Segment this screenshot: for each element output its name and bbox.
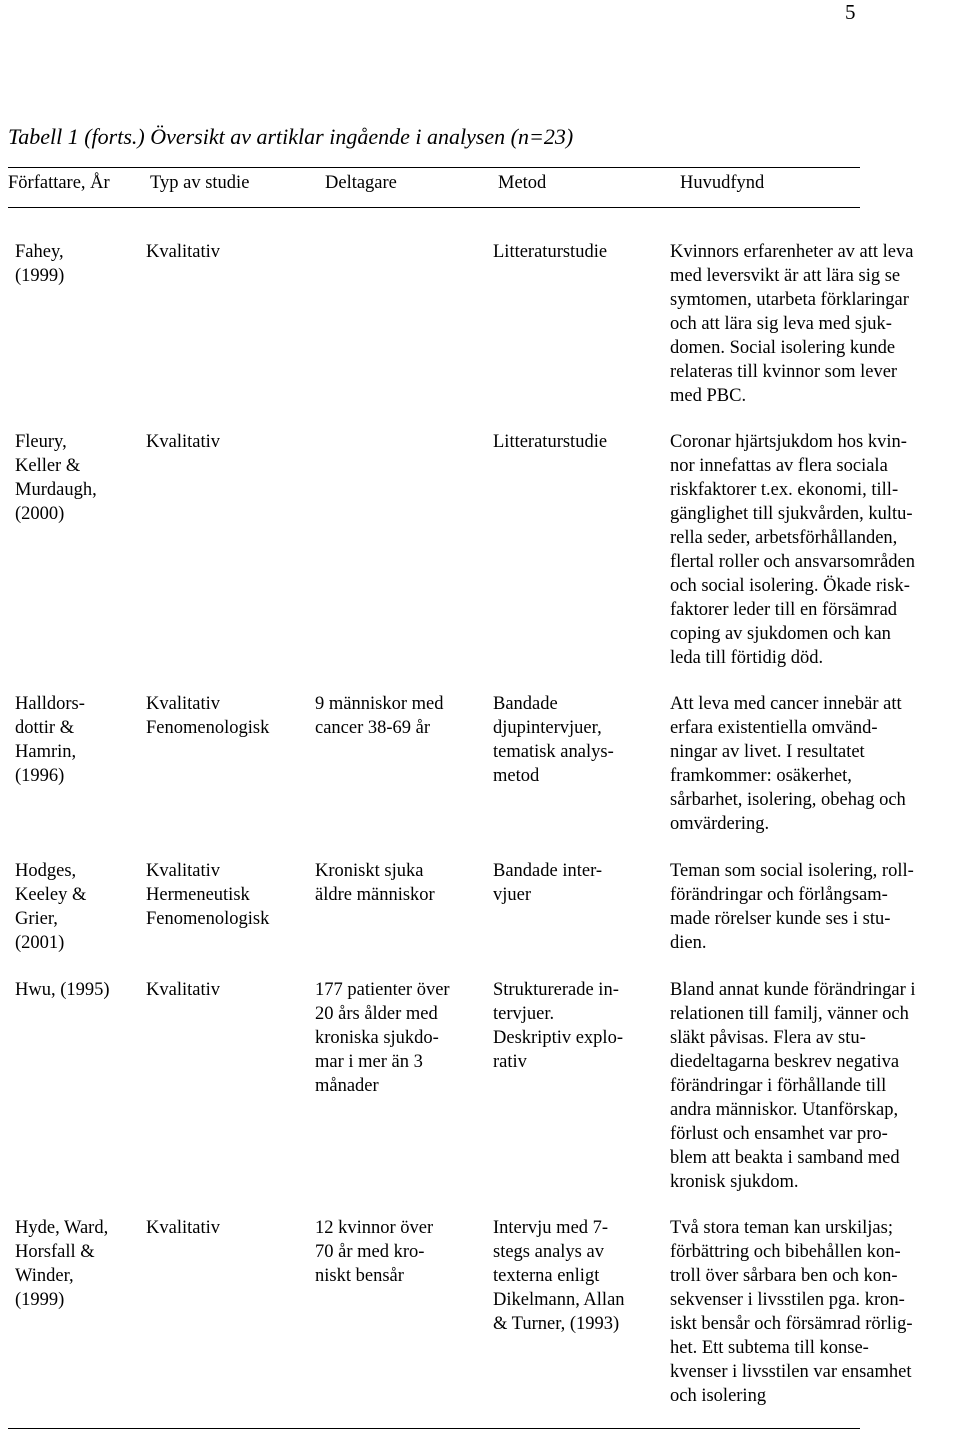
cell-author: Fleury, Keller & Murdaugh, (2000): [15, 432, 97, 524]
page-number: 5: [845, 0, 856, 24]
cell-findings: Att leva med cancer innebär att erfara existentiella omvänd- ningar av livet. I resultatet framkommer: osäkerhet, sårbarhet, isolering, obehag och omvärdering.: [670, 694, 906, 834]
cell-method: Intervju med 7- stegs analys av texterna enligt Dikelmann, Allan & Turner, (1993): [493, 1218, 625, 1334]
cell-type: Kvalitativ Hermeneutisk Fenomenologisk: [146, 861, 270, 929]
cell-author: Fahey, (1999): [15, 242, 65, 286]
table-caption: Tabell 1 (forts.) Översikt av artiklar ingående i analysen (n=23): [8, 124, 574, 149]
cell-type: Kvalitativ: [146, 1218, 220, 1238]
cell-author: Hodges, Keeley & Grier, (2001): [15, 861, 87, 953]
cell-author: Halldors- dottir & Hamrin, (1996): [15, 694, 85, 786]
cell-participants: 12 kvinnor över 70 år med kro- niskt bensår: [315, 1218, 434, 1286]
cell-method: Litteraturstudie: [493, 432, 608, 452]
cell-type: Kvalitativ: [146, 980, 220, 1000]
cell-method: Litteraturstudie: [493, 242, 608, 262]
cell-type: Kvalitativ Fenomenologisk: [146, 694, 270, 738]
cell-author: Hyde, Ward, Horsfall & Winder, (1999): [15, 1218, 109, 1310]
cell-findings: Två stora teman kan urskiljas; förbättring och bibehållen kon- troll över sårbara ben och kon- sekvenser i livsstilen pga. kron- iskt bensår och försämrad rörlig- het. Ett subtema till konse- kvenser i livsstilen var ensamhet och isolering: [670, 1218, 913, 1406]
header-type: Typ av studie: [150, 173, 250, 193]
table-bottom-rule: [8, 1428, 860, 1429]
cell-type: Kvalitativ: [146, 242, 220, 262]
header-participants: Deltagare: [325, 173, 397, 193]
cell-findings: Bland annat kunde förändringar i relationen till familj, vänner och släkt påvisas. Flera av stu- diedeltagarna beskrev negativa förändringar i förhållande till andra människor. Utanförskap, förlust och ensamhet var pro- blem att beakta i samband med kronisk sjukdom.: [670, 980, 916, 1192]
cell-participants: Kroniskt sjuka äldre människor: [315, 861, 435, 905]
cell-participants: 9 människor med cancer 38-69 år: [315, 694, 444, 738]
cell-method: Strukturerade in- tervjuer. Deskriptiv explo- rativ: [493, 980, 623, 1072]
header-findings: Huvudfynd: [680, 173, 765, 193]
cell-findings: Coronar hjärtsjukdom hos kvin- nor innefattas av flera sociala riskfaktorer t.ex. ekonomi, till- gänglighet till sjukvården, kultu- rella seder, arbetsförhållanden, flertal roller och ansvarsområden och social isolering. Ökade risk- faktorer leder till en försämrad coping av sjukdomen och kan leda till förtidig död.: [670, 432, 916, 668]
cell-method: Bandade inter- vjuer: [493, 861, 603, 905]
header-method: Metod: [498, 173, 547, 193]
header-author: Författare, År: [8, 173, 110, 193]
cell-participants: 177 patienter över 20 års ålder med kroniska sjukdo- mar i mer än 3 månader: [315, 980, 450, 1096]
cell-method: Bandade djupintervjuer, tematisk analys- metod: [493, 694, 614, 786]
cell-type: Kvalitativ: [146, 432, 220, 452]
table-header-row: [0, 171, 960, 197]
header-bottom-rule: [8, 207, 860, 208]
cell-findings: Kvinnors erfarenheter av att leva med leversvikt är att lära sig se symtomen, utarbeta förklaringar och att lära sig leva med sjuk- domen. Social isolering kunde relateras till kvinnor som lever med PBC.: [670, 242, 914, 406]
header-top-rule: [8, 167, 860, 168]
cell-author: Hwu, (1995): [15, 980, 110, 1000]
cell-findings: Teman som social isolering, roll- förändringar och förlångsam- made rörelser kunde ses i stu- dien.: [670, 861, 914, 953]
